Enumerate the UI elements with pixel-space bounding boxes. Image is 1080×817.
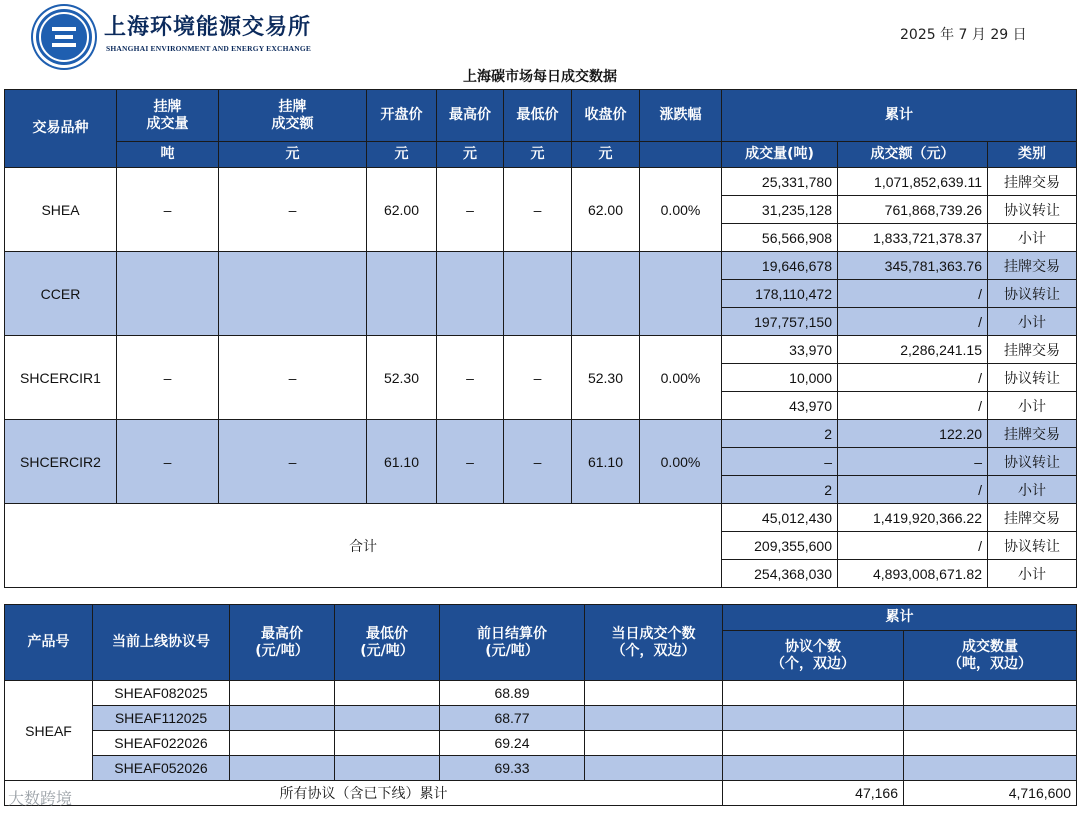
low-cell: – <box>504 420 572 504</box>
total-volume-cell: 254,368,030 <box>722 560 838 588</box>
cum-amount-cell: / <box>838 280 988 308</box>
unit-yuan: 元 <box>572 142 640 168</box>
category-cell: 协议转让 <box>988 364 1077 392</box>
cum-count-cell <box>723 731 904 756</box>
high-price-cell <box>230 706 335 731</box>
high-price-cell <box>230 756 335 781</box>
close-cell: 52.30 <box>572 336 640 420</box>
product-cell: SHCERCIR2 <box>5 420 117 504</box>
header-prev-settle: 前日结算价 (元/吨） <box>440 605 585 681</box>
category-cell: 小计 <box>988 560 1077 588</box>
listed-volume-cell: – <box>117 420 219 504</box>
category-cell: 小计 <box>988 308 1077 336</box>
unit-yuan: 元 <box>219 142 367 168</box>
cum-amount-cell: / <box>838 392 988 420</box>
header-low: 最低价 <box>504 90 572 142</box>
close-cell <box>572 252 640 336</box>
total-amount-cell: / <box>838 532 988 560</box>
open-cell: 62.00 <box>367 168 437 252</box>
contract-cell: SHEAF022026 <box>93 731 230 756</box>
header-change: 涨跌幅 <box>640 90 722 142</box>
daily-count-cell <box>585 706 723 731</box>
cum-count-cell <box>723 756 904 781</box>
cum-volume-cell: 33,970 <box>722 336 838 364</box>
unit-ton: 吨 <box>117 142 219 168</box>
cum-amount-cell: 345,781,363.76 <box>838 252 988 280</box>
report-title: 上海碳市场每日成交数据 <box>463 69 617 85</box>
daily-count-cell <box>585 756 723 781</box>
total-label: 合计 <box>5 504 722 588</box>
cum-volume-cell: 43,970 <box>722 392 838 420</box>
logo-english-name: SHANGHAI ENVIRONMENT AND ENERGY EXCHANGE <box>106 44 312 53</box>
category-cell: 协议转让 <box>988 280 1077 308</box>
high-cell: – <box>437 420 504 504</box>
futures-agreement-table <box>4 604 1077 806</box>
cum-count-cell <box>723 706 904 731</box>
category-cell: 协议转让 <box>988 448 1077 476</box>
listed-amount-cell <box>219 252 367 336</box>
total-amount-cell: 4,893,008,671.82 <box>838 560 988 588</box>
open-cell: 52.30 <box>367 336 437 420</box>
cum-amount-cell: 2,286,241.15 <box>838 336 988 364</box>
total-cum-count-cell: 47,166 <box>723 781 904 806</box>
cum-amount-cell: / <box>838 308 988 336</box>
unit-yuan: 元 <box>367 142 437 168</box>
header-cum-amount: 成交额（元） <box>838 142 988 168</box>
cum-volume-cell <box>904 756 1077 781</box>
listed-amount-cell: – <box>219 168 367 252</box>
daily-count-cell <box>585 681 723 706</box>
header-contract: 当前上线协议号 <box>93 605 230 681</box>
open-cell <box>367 252 437 336</box>
category-cell: 协议转让 <box>988 196 1077 224</box>
change-cell: 0.00% <box>640 168 722 252</box>
category-cell: 小计 <box>988 476 1077 504</box>
cum-volume-cell: 10,000 <box>722 364 838 392</box>
contract-cell: SHEAF052026 <box>93 756 230 781</box>
category-cell: 挂牌交易 <box>988 252 1077 280</box>
header-cum-volume: 成交数量 （吨，双边） <box>904 631 1077 681</box>
listed-amount-cell: – <box>219 420 367 504</box>
category-cell: 协议转让 <box>988 532 1077 560</box>
cum-volume-cell: 2 <box>722 476 838 504</box>
total-volume-cell: 209,355,600 <box>722 532 838 560</box>
cum-amount-cell: – <box>838 448 988 476</box>
unit-yuan: 元 <box>437 142 504 168</box>
cum-amount-cell: 122.20 <box>838 420 988 448</box>
unit-blank <box>640 142 722 168</box>
header-daily-count: 当日成交个数 （个，双边） <box>585 605 723 681</box>
listed-volume-cell <box>117 252 219 336</box>
prev-settle-cell: 68.77 <box>440 706 585 731</box>
category-cell: 挂牌交易 <box>988 504 1077 532</box>
cum-volume-cell: 2 <box>722 420 838 448</box>
close-cell: 61.10 <box>572 420 640 504</box>
cum-amount-cell: / <box>838 476 988 504</box>
high-cell <box>437 252 504 336</box>
header-product-code: 产品号 <box>5 605 93 681</box>
low-price-cell <box>335 681 440 706</box>
prev-settle-cell: 69.33 <box>440 756 585 781</box>
listed-volume-cell: – <box>117 168 219 252</box>
watermark-text: 大数跨境 <box>8 789 73 808</box>
cum-volume-cell: 25,331,780 <box>722 168 838 196</box>
close-cell: 62.00 <box>572 168 640 252</box>
cum-volume-cell: 197,757,150 <box>722 308 838 336</box>
header-listed-volume: 挂牌 成交量 <box>117 90 219 142</box>
header-open: 开盘价 <box>367 90 437 142</box>
header-high: 最高价 <box>437 90 504 142</box>
change-cell <box>640 252 722 336</box>
exchange-logo-icon <box>33 6 95 68</box>
low-cell <box>504 252 572 336</box>
category-cell: 小计 <box>988 224 1077 252</box>
total-volume-cell: 45,012,430 <box>722 504 838 532</box>
category-cell: 挂牌交易 <box>988 168 1077 196</box>
total-amount-cell: 1,419,920,366.22 <box>838 504 988 532</box>
change-cell: 0.00% <box>640 336 722 420</box>
cum-volume-cell: – <box>722 448 838 476</box>
header-low-price: 最低价 (元/吨） <box>335 605 440 681</box>
cum-amount-cell: 761,868,739.26 <box>838 196 988 224</box>
prev-settle-cell: 68.89 <box>440 681 585 706</box>
report-date: 2025 年 7 月 29 日 <box>900 27 1027 43</box>
cum-volume-cell: 178,110,472 <box>722 280 838 308</box>
cum-amount-cell: 1,833,721,378.37 <box>838 224 988 252</box>
contract-cell: SHEAF112025 <box>93 706 230 731</box>
low-price-cell <box>335 756 440 781</box>
header-cumulative: 累计 <box>723 605 1077 631</box>
change-cell: 0.00% <box>640 420 722 504</box>
listed-volume-cell: – <box>117 336 219 420</box>
all-agreements-total-label: 所有协议（含已下线）累计 <box>5 781 723 806</box>
cum-volume-cell: 56,566,908 <box>722 224 838 252</box>
logo-chinese-name: 上海环境能源交易所 <box>104 14 312 40</box>
cum-amount-cell: / <box>838 364 988 392</box>
cum-volume-cell <box>904 731 1077 756</box>
product-cell: SHEA <box>5 168 117 252</box>
prev-settle-cell: 69.24 <box>440 731 585 756</box>
header-cumulative: 累计 <box>722 90 1077 142</box>
low-price-cell <box>335 706 440 731</box>
category-cell: 挂牌交易 <box>988 336 1077 364</box>
listed-amount-cell: – <box>219 336 367 420</box>
header-cum-volume: 成交量(吨) <box>722 142 838 168</box>
header-listed-amount: 挂牌 成交额 <box>219 90 367 142</box>
open-cell: 61.10 <box>367 420 437 504</box>
header-category: 类别 <box>988 142 1077 168</box>
contract-cell: SHEAF082025 <box>93 681 230 706</box>
low-price-cell <box>335 731 440 756</box>
header-high-price: 最高价 (元/吨） <box>230 605 335 681</box>
category-cell: 挂牌交易 <box>988 420 1077 448</box>
cum-amount-cell: 1,071,852,639.11 <box>838 168 988 196</box>
product-cell: SHCERCIR1 <box>5 336 117 420</box>
product-cell: CCER <box>5 252 117 336</box>
low-cell: – <box>504 336 572 420</box>
header-close: 收盘价 <box>572 90 640 142</box>
cum-volume-cell <box>904 681 1077 706</box>
daily-trading-table <box>4 89 1077 588</box>
cum-volume-cell <box>904 706 1077 731</box>
daily-count-cell <box>585 731 723 756</box>
cum-count-cell <box>723 681 904 706</box>
cum-volume-cell: 31,235,128 <box>722 196 838 224</box>
header-cum-count: 协议个数 （个，双边） <box>723 631 904 681</box>
high-cell: – <box>437 168 504 252</box>
header-product: 交易品种 <box>5 90 117 168</box>
product-code-cell: SHEAF <box>5 681 93 781</box>
high-cell: – <box>437 336 504 420</box>
high-price-cell <box>230 731 335 756</box>
cum-volume-cell: 19,646,678 <box>722 252 838 280</box>
high-price-cell <box>230 681 335 706</box>
total-cum-volume-cell: 4,716,600 <box>904 781 1077 806</box>
unit-yuan: 元 <box>504 142 572 168</box>
category-cell: 小计 <box>988 392 1077 420</box>
low-cell: – <box>504 168 572 252</box>
